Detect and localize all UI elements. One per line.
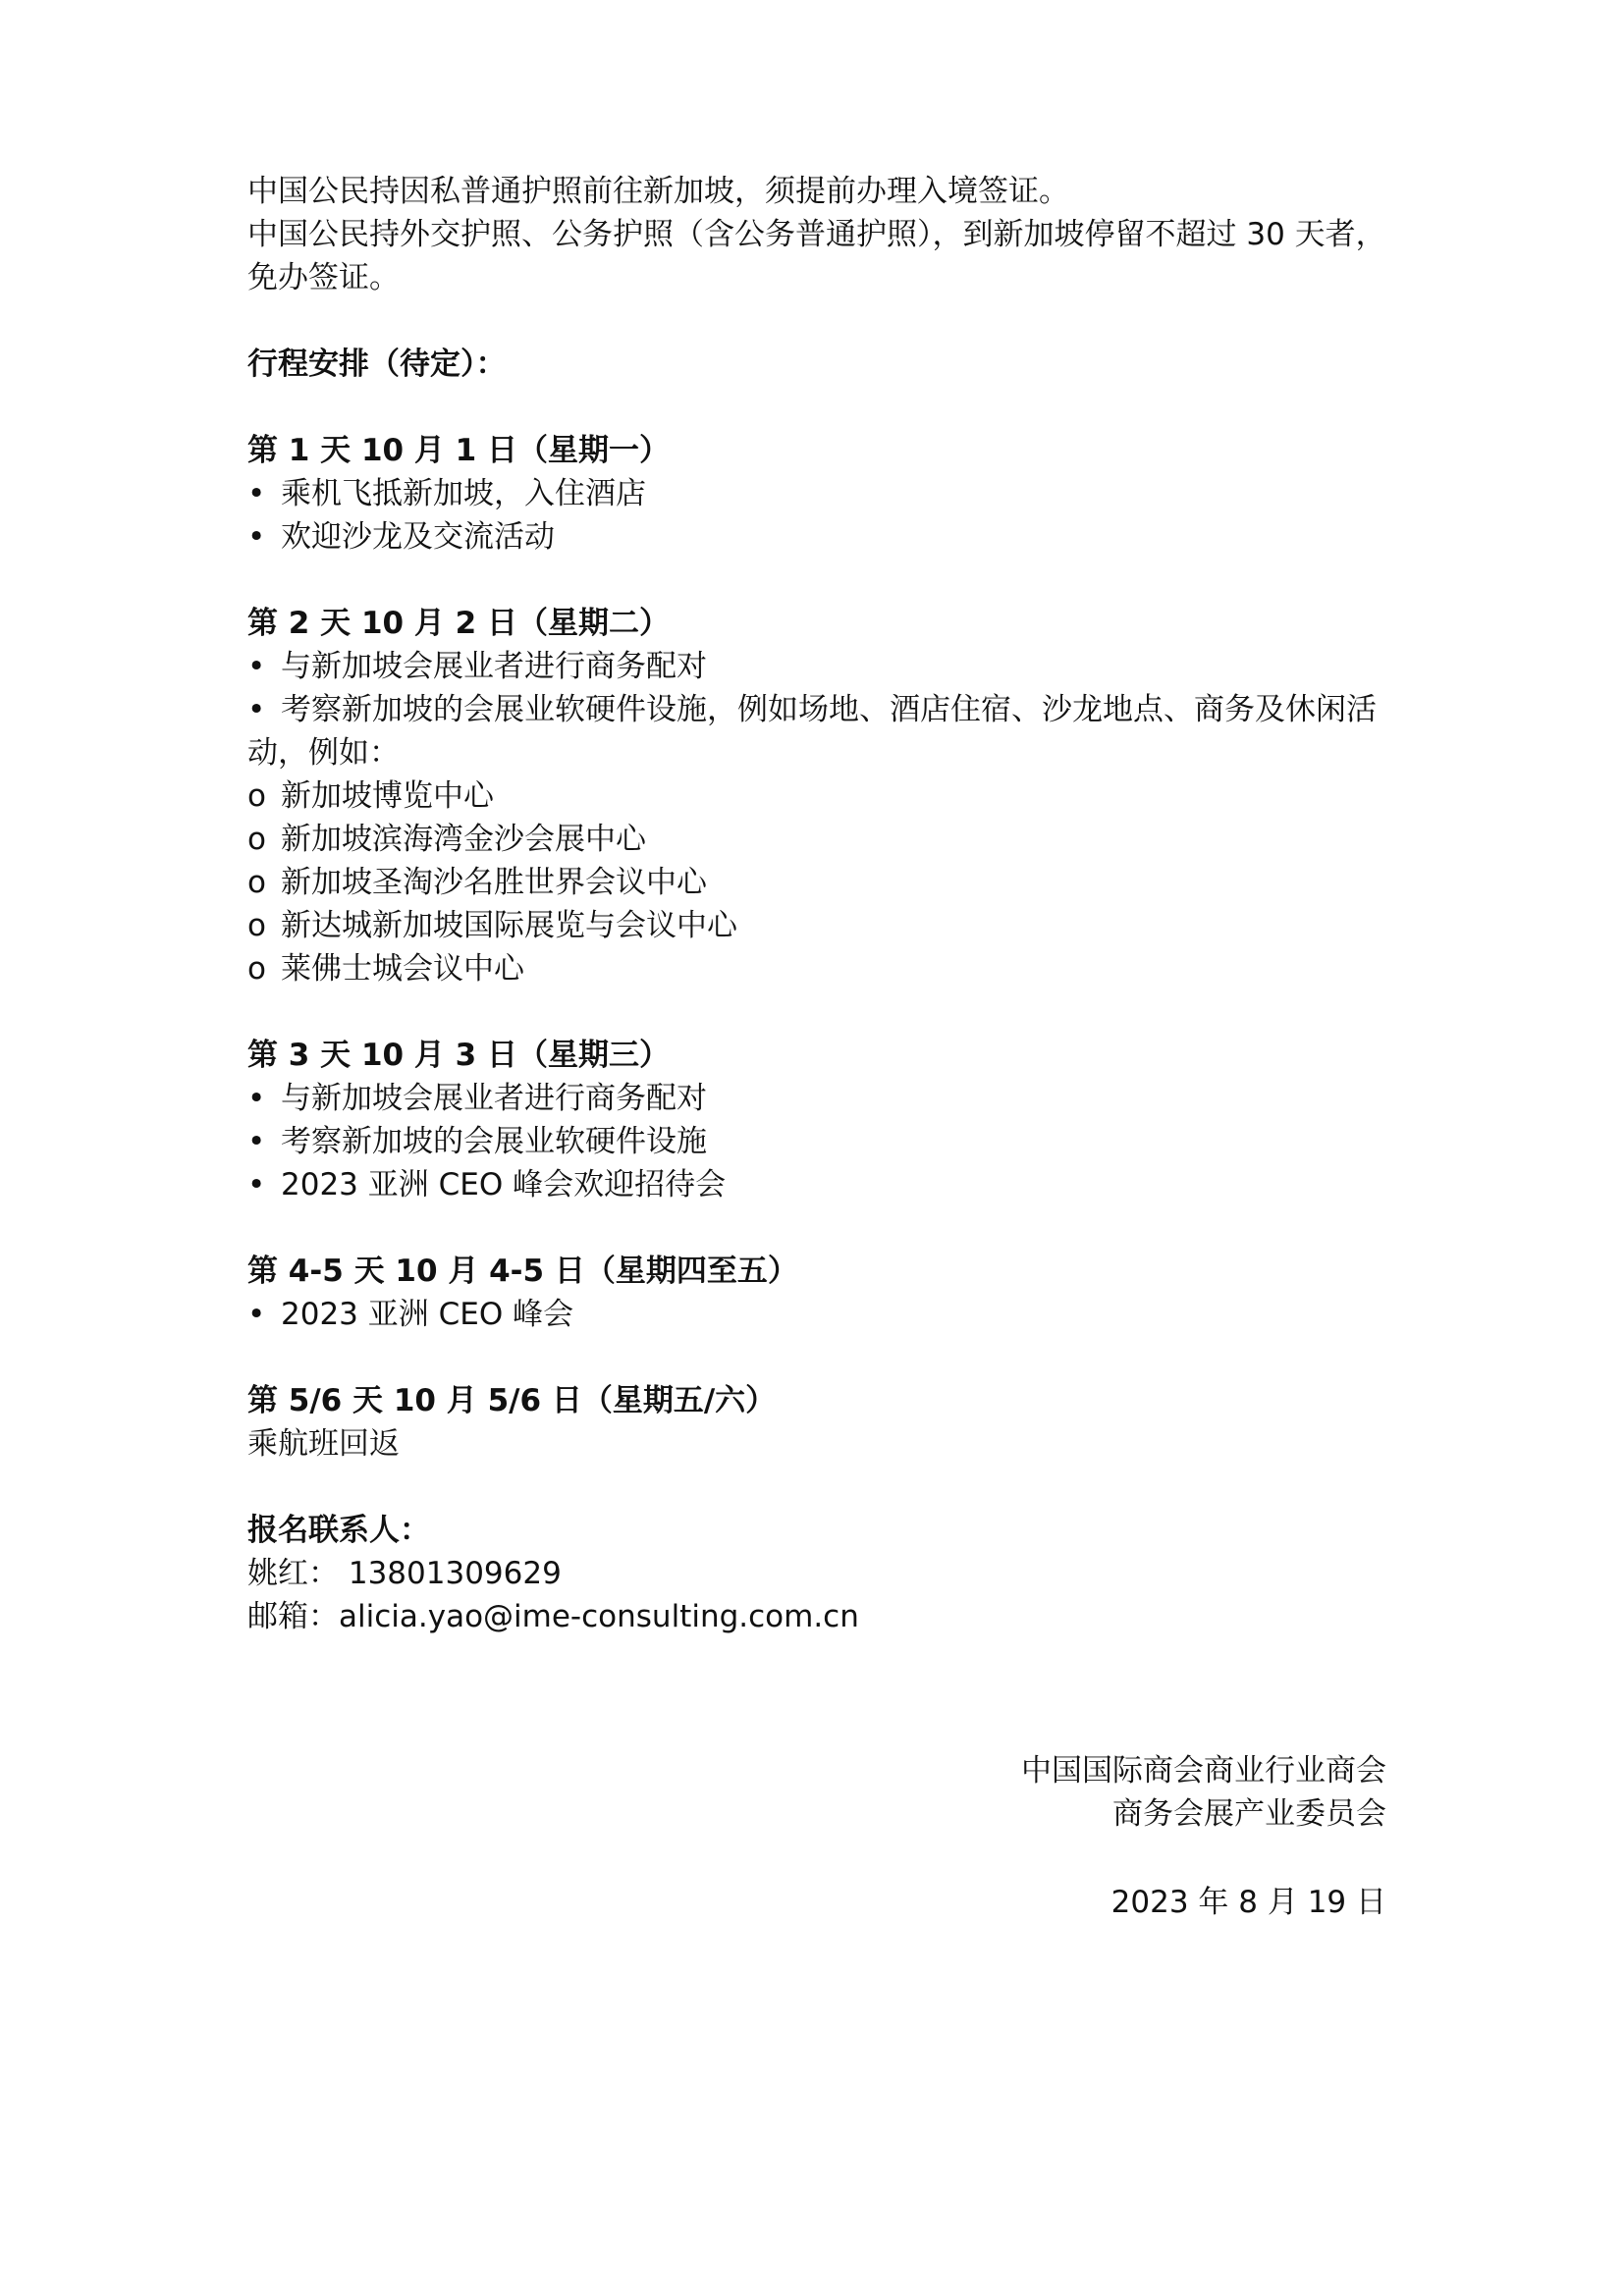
sub-bullet-marker: o	[247, 778, 266, 814]
day-1-item-text: 乘机飞抵新加坡，入住酒店	[281, 476, 646, 511]
day-2-item-text: 与新加坡会展业者进行商务配对	[281, 649, 707, 684]
spacer	[247, 559, 1386, 602]
day-3-item-text: 与新加坡会展业者进行商务配对	[281, 1081, 707, 1116]
venue-name: 新加坡圣淘沙名胜世界会议中心	[281, 865, 707, 900]
day-2-subitem	[247, 774, 1386, 818]
day-2-item	[247, 688, 1386, 774]
document-content	[247, 170, 1386, 1638]
day-2-subitem	[247, 861, 1386, 904]
bullet-marker: •	[247, 476, 266, 511]
contact-title: 报名联系人：	[247, 1513, 430, 1548]
venue-name: 新加坡滨海湾金沙会展中心	[281, 822, 646, 857]
contact-name-phone: 姚红： 13801309629	[247, 1556, 562, 1591]
day-3-item-text: 考察新加坡的会展业软硬件设施	[281, 1124, 707, 1159]
day-3-item	[247, 1163, 1386, 1206]
bullet-marker: •	[247, 692, 266, 727]
day-2-item-text: 考察新加坡的会展业软硬件设施，例如场地、酒店住宿、沙龙地点、商务及休闲活动，例如：	[247, 692, 1377, 771]
organization-name: 中国国际商会商业行业商会	[1021, 1753, 1386, 1789]
spacer	[247, 1466, 1386, 1509]
spacer	[247, 990, 1386, 1034]
bullet-marker: •	[247, 649, 266, 684]
venue-name: 莱佛士城会议中心	[281, 951, 524, 987]
bullet-marker: •	[247, 519, 266, 555]
bullet-marker: •	[247, 1081, 266, 1116]
contact-email: 邮箱：alicia.yao@ime-consulting.com.cn	[247, 1599, 859, 1634]
intro-line-2: 中国公民持外交护照、公务护照（含公务普通护照），到新加坡停留不超过 30 天者，免办签证。	[247, 217, 1386, 295]
day-4-5-heading: 第 4-5 天 10 月 4-5 日（星期四至五）	[247, 1254, 798, 1289]
day-3-item-text: 2023 亚洲 CEO 峰会欢迎招待会	[281, 1167, 727, 1202]
day-1-heading: 第 1 天 10 月 1 日（星期一）	[247, 433, 671, 468]
day-3-item	[247, 1120, 1386, 1163]
day-5-6-heading: 第 5/6 天 10 月 5/6 日（星期五/六）	[247, 1383, 777, 1418]
sub-bullet-marker: o	[247, 822, 266, 857]
spacer	[247, 1206, 1386, 1250]
venue-name: 新达城新加坡国际展览与会议中心	[281, 908, 737, 943]
day-1-item	[247, 515, 1386, 559]
day-2-subitem	[247, 947, 1386, 990]
bullet-marker: •	[247, 1167, 266, 1202]
intro-line-1: 中国公民持因私普通护照前往新加坡，须提前办理入境签证。	[247, 174, 1069, 209]
spacer	[247, 299, 1386, 343]
day-1-item	[247, 472, 1386, 515]
day-4-5-item	[247, 1293, 1386, 1336]
day-5-6-item	[247, 1422, 1386, 1466]
day-1-item-text: 欢迎沙龙及交流活动	[281, 519, 555, 555]
schedule-title: 行程安排（待定）：	[247, 347, 507, 382]
spacer	[247, 1336, 1386, 1379]
day-4-5-item-text: 2023 亚洲 CEO 峰会	[281, 1297, 574, 1332]
sub-bullet-marker: o	[247, 865, 266, 900]
day-5-6-item-text: 乘航班回返	[247, 1426, 400, 1462]
day-3-item	[247, 1077, 1386, 1120]
venue-name: 新加坡博览中心	[281, 778, 494, 814]
bullet-marker: •	[247, 1124, 266, 1159]
day-2-subitem	[247, 904, 1386, 947]
day-2-heading: 第 2 天 10 月 2 日（星期二）	[247, 606, 671, 641]
committee-name: 商务会展产业委员会	[1112, 1796, 1386, 1832]
bullet-marker: •	[247, 1297, 266, 1332]
document-date: 2023 年 8 月 19 日	[1110, 1885, 1386, 1920]
spacer	[247, 386, 1386, 429]
day-2-subitem	[247, 818, 1386, 861]
signature-block	[1021, 1749, 1386, 1836]
sub-bullet-marker: o	[247, 951, 266, 987]
sub-bullet-marker: o	[247, 908, 266, 943]
day-2-item	[247, 645, 1386, 688]
day-3-heading: 第 3 天 10 月 3 日（星期三）	[247, 1038, 671, 1073]
